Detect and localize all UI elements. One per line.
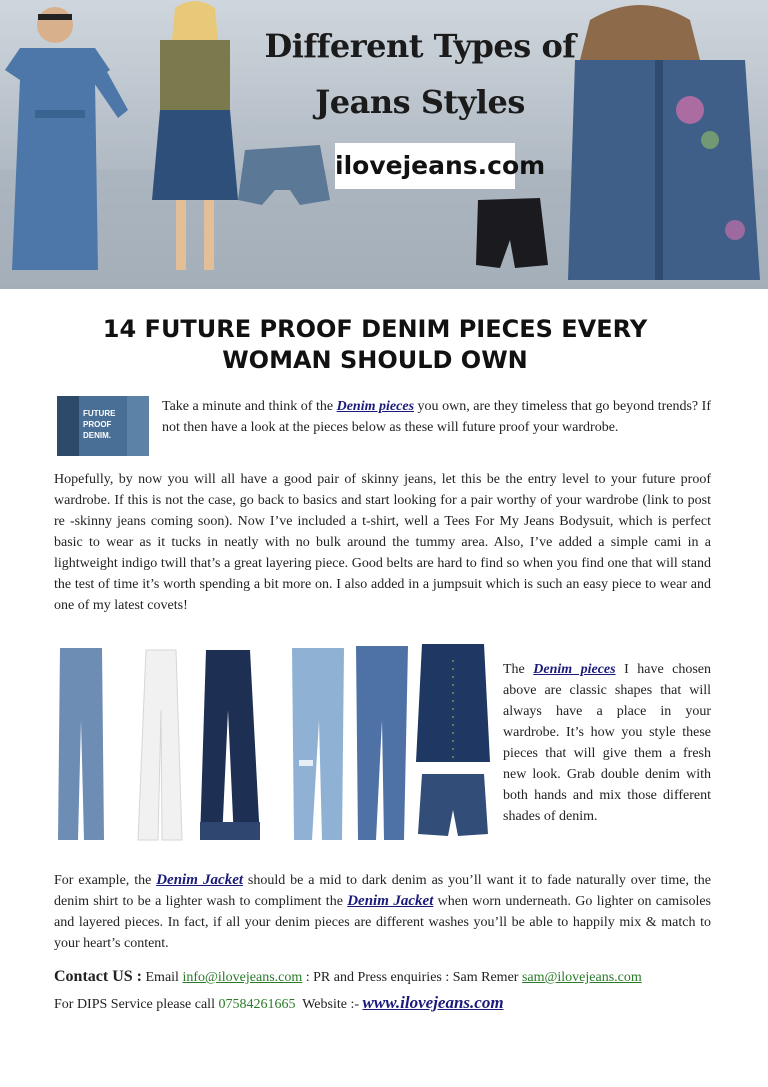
page-title	[60, 314, 690, 376]
banner-title-line2: Jeans Styles	[315, 83, 525, 121]
denim-pieces-link[interactable]: Denim pieces	[336, 399, 415, 414]
denim-products-image	[54, 640, 490, 846]
thumbnail-text	[83, 408, 115, 441]
pr-email-link[interactable]: sam@ilovejeans.com	[521, 970, 642, 985]
website-prefix: Website :-	[295, 997, 363, 1012]
banner-site-label: ilovejeans.com	[335, 143, 515, 189]
thumbnail-text-line3: DENIM.	[83, 431, 111, 440]
side-before: The	[503, 662, 534, 677]
body-paragraph-1: Hopefully, by now you will all have a good pair of skinny jeans, let this be the entry level to your future proof wardrobe. If this is not the case, go back to basics and start looking for a pair worthy of your wardrobe (link to post re -skinny jeans coming soon). Now I’ve included a t-shirt, well a Tees For My Jeans Bodysuit, which is perfect basic to wear as it tucks in neatly with no bulk around the tummy area. Also, I’ve added a simple cami in a lightweight indigo twill that’s a great layering piece. Good belts are hard to find so when you find one that will stand the test of time it’s worth spending a bit more on. I also added in a jumpsuit which is such an easy piece to wear and one of my latest covets!	[54, 472, 711, 613]
contact-label: Contact US :	[54, 968, 142, 985]
email-link[interactable]: info@ilovejeans.com	[182, 970, 303, 985]
page-title-line2: WOMAN SHOULD OWN	[222, 346, 528, 374]
hero-banner	[0, 0, 768, 289]
side-after: I have chosen above are classic shapes that will always have a place in your wardrobe. It’s how you style these pieces that will give them a fresh new look. Grab double denim with both hands and mix those different shades of denim.	[503, 662, 712, 824]
p2-part2: should be a mid to dark denim as you’ll want it to fade naturally over time, the denim shirt to be a lighter wash to compliment the	[54, 873, 711, 909]
thumbnail-text-line1: FUTURE	[83, 409, 116, 418]
thumbnail-text-line2: PROOF	[83, 420, 112, 429]
banner-title-line1: Different Types of	[264, 27, 576, 65]
denim-jacket-link[interactable]: Denim Jacket	[156, 872, 244, 888]
future-proof-thumbnail	[57, 396, 149, 456]
email-prefix: Email	[142, 970, 183, 985]
intro-after: you own, are they timeless that go beyond trends? If not then have a look at the pieces below as these will future proof your wardrobe.	[162, 399, 711, 435]
page-title-line1: 14 FUTURE PROOF DENIM PIECES EVERY	[102, 315, 648, 343]
intro-paragraph	[162, 396, 711, 438]
denim-jacket-link-2[interactable]: Denim Jacket	[347, 893, 434, 909]
dips-line	[54, 992, 754, 1015]
contact-line	[54, 966, 754, 988]
banner-title	[230, 18, 610, 130]
pr-text: : PR and Press enquiries : Sam Remer	[302, 970, 522, 985]
p2-part1: For example, the	[54, 873, 157, 888]
dips-prefix: For DIPS Service please call	[54, 997, 219, 1012]
intro-before: Take a minute and think of the	[162, 399, 337, 414]
denim-pieces-link-2[interactable]: Denim pieces	[533, 662, 616, 677]
phone-number: 07584261665	[218, 997, 296, 1012]
side-paragraph	[503, 659, 711, 827]
p2-part3: when worn underneath. Go lighter on camisoles and layered pieces. In fact, if all your denim pieces are different washes you’ll be able to happily mix & match to your heart’s content.	[54, 894, 712, 951]
body-paragraph-2	[54, 870, 711, 954]
website-link[interactable]: www.ilovejeans.com	[362, 993, 504, 1012]
